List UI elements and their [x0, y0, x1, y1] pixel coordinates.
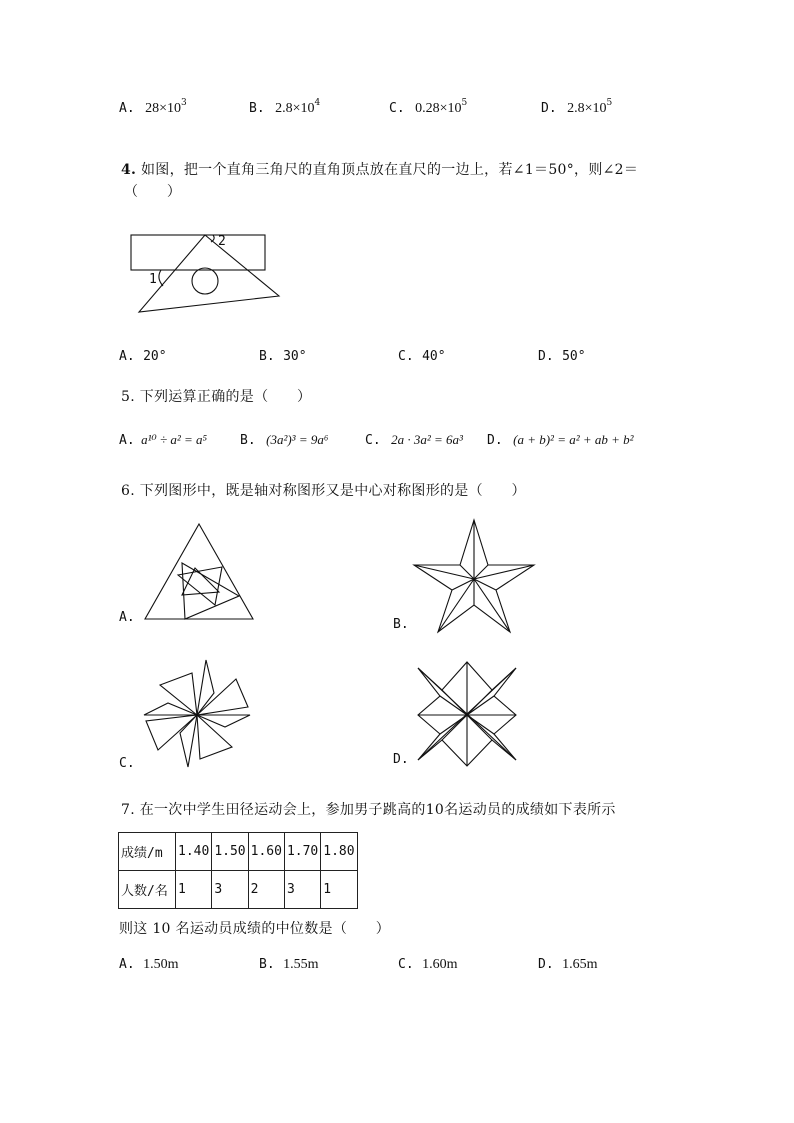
angle-1-arc	[159, 270, 163, 286]
q4-stem: 4. 如图，把一个直角三角尺的直角顶点放在直尺的一边上，若∠1＝50°，则∠2＝	[121, 162, 639, 178]
q7-score-table	[118, 832, 358, 909]
table-cell: 1	[176, 871, 212, 909]
q3-option-b: B. $2.8\times 10^4$	[249, 98, 321, 116]
figure-d-eight-point-star	[412, 660, 522, 770]
q7-option-b: B. 1.55m	[259, 957, 319, 972]
table-row	[119, 833, 358, 871]
q6-label-a: A.	[119, 610, 135, 625]
q5-option-d: D. (a + b)² = a² + ab + b²	[487, 432, 634, 448]
q4-blank: （ ）	[124, 184, 182, 200]
q4-option-b: B. 30°	[259, 349, 307, 364]
q6-label-b: B.	[393, 617, 409, 632]
q4-option-a: A. 20°	[119, 349, 167, 364]
q3-option-d: D. $2.8\times 10^5$	[541, 98, 613, 116]
q5-option-c: C. 2a · 3a² = 6a³	[365, 432, 463, 448]
figure-b-star	[412, 515, 537, 635]
figure-a-nested-triangles	[140, 520, 260, 625]
table-header-cell: 成绩/m	[119, 833, 176, 871]
q7-option-d: D. 1.65m	[538, 957, 598, 972]
table-cell: 1.80	[321, 833, 357, 871]
ruler-hole	[192, 268, 218, 294]
q5-option-b: B. (3a²)³ = 9a⁶	[240, 432, 329, 448]
q4-option-c: C. 40°	[398, 349, 446, 364]
angle-1-label: 1	[149, 272, 157, 287]
q7-option-a: A. 1.50m	[119, 957, 179, 972]
set-square	[139, 235, 279, 312]
q6-label-d: D.	[393, 752, 409, 767]
q5-option-a: A. a¹⁰ ÷ a² = a⁵	[119, 432, 208, 448]
q7-stem: 7. 在一次中学生田径运动会上，参加男子跳高的10名运动员的成绩如下表所示	[121, 802, 616, 818]
table-cell: 1.50	[212, 833, 248, 871]
table-cell: 2	[248, 871, 284, 909]
table-cell: 3	[212, 871, 248, 909]
q7-question: 则这 10 名运动员成绩的中位数是（ ）	[119, 921, 391, 937]
q5-stem: 5. 下列运算正确的是（ ）	[121, 389, 312, 405]
table-cell: 1.60	[248, 833, 284, 871]
q4-option-d: D. 50°	[538, 349, 586, 364]
table-cell: 1	[321, 871, 357, 909]
table-cell: 1.40	[176, 833, 212, 871]
table-row	[119, 871, 358, 909]
table-cell: 1.70	[284, 833, 320, 871]
q3-option-c: C. $0.28\times 10^5$	[389, 98, 468, 116]
table-cell: 3	[284, 871, 320, 909]
q6-label-c: C.	[119, 756, 135, 771]
table-header-cell: 人数/名	[119, 871, 176, 909]
ruler	[131, 235, 265, 270]
q3-option-a: A. $28\times 10^3$	[119, 98, 187, 116]
figure-c-pinwheel	[140, 655, 255, 770]
q6-stem: 6. 下列图形中，既是轴对称图形又是中心对称图形的是（ ）	[121, 483, 526, 499]
q7-option-c: C. 1.60m	[398, 957, 458, 972]
angle-2-label: 2	[218, 234, 226, 249]
